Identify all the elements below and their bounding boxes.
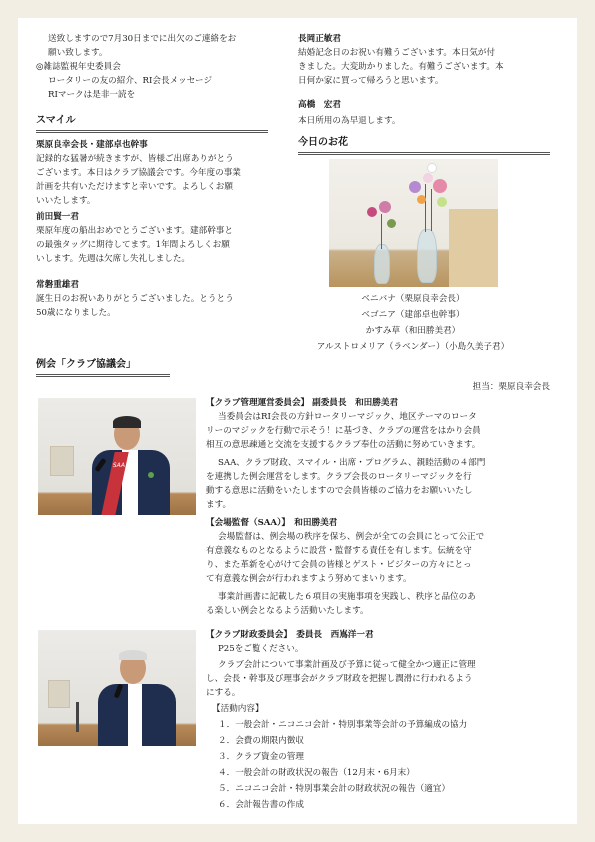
vase-right: [417, 229, 437, 283]
body-line: し、会長・幹事及び理事会がクラブ財政を把握し潤滑に行われるよう: [206, 674, 473, 684]
body-line: SAA、クラブ財政、スマイル・出席・プログラム、親睦活動の４部門: [218, 458, 486, 468]
smile-entry-line: 結婚記念日のお祝い有難うございます。本日気が付: [298, 48, 495, 58]
smile-entry-name: 長岡正敏君: [298, 34, 341, 44]
body-line: ます。: [206, 500, 232, 510]
body-line: P25をご覧ください。: [218, 644, 304, 654]
flower-caption: ベニバナ（栗原良幸会長）: [361, 294, 465, 304]
activity-item: ３．クラブ資金の管理: [218, 752, 304, 762]
body-line: リーのマジックを行動で示そう！に基づき、クラブの運営をはかり会員: [206, 426, 481, 436]
newsletter-page: [18, 18, 577, 824]
flower-caption: アルストロメリア（ラベンダー）（小島久美子君）: [316, 342, 510, 352]
activity-label: 【活動内容】: [212, 704, 264, 714]
flower-caption: ベゴニア（建部卓也幹事）: [361, 310, 465, 320]
body-line: を連携した例会運営をします。クラブ会長のロータリーマジックを行: [206, 472, 472, 482]
smile-entry-name: 常磐重雄君: [36, 280, 79, 290]
activity-item: １．一般会計・ニコニコ会計・特別事業等会計の予算編成の協力: [218, 720, 468, 730]
flower-caption: かすみ草（和田勝美君）: [365, 326, 461, 336]
body-line: 相互の意思疎通と交流を支援するクラブ奉仕の活動に努めていきます。: [206, 440, 481, 450]
body-line: 当委員会はRI会長の方針ロータリーマジック、地区テーマのロータ: [218, 412, 477, 422]
smile-entry-line: 50歳になりました。: [36, 308, 116, 318]
body-line: り、また革新を心がけて会員の皆様とゲスト・ビジターの方々にとっ: [206, 560, 472, 570]
body-line: クラブ会計について事業計画及び予算に従って健全かつ適正に管理: [218, 660, 476, 670]
smile-entry-line: 計画を共有いただけますと幸いです。よろしくお願: [36, 182, 233, 192]
smile-entry-line: の最強タッグに期待してます。1年間よろしくお願: [36, 240, 230, 250]
smile-entry-line: 本日所用の為早退します。: [298, 116, 401, 126]
smile-entry-name: 前田賢一君: [36, 212, 79, 222]
vase-left: [374, 244, 390, 284]
committee-title: 【クラブ財政委員会】 委員長 西嶌洋一君: [206, 630, 374, 640]
body-line: る楽しい例会となるよう活動いたします。: [206, 606, 369, 616]
smile-entry-line: 日何か家に買って帰ろうと思います。: [298, 76, 444, 86]
committee-title: 【会場監督（SAA）】 和田勝美君: [206, 518, 338, 528]
notice-line-2: 願い致します。: [48, 48, 108, 58]
smile-entry-line: 栗原年度の船出おめでとうございます。建部幹事と: [36, 226, 233, 236]
flowers-heading: 今日のお花: [298, 136, 550, 155]
smile-entry-line: いします。先週は欠席し失礼しました。: [36, 254, 191, 264]
smile-entry-line: いいたします。: [36, 196, 96, 206]
body-line: 会場監督は、例会場の秩序を保ち、例会が全ての会員にとって公正で: [218, 532, 485, 542]
flower-arrangement-photo: [329, 159, 498, 287]
speaker-photo-saa: [38, 398, 196, 515]
notice-line-4: ロータリーの友の紹介、RI会長メッセージ: [48, 76, 213, 86]
smile-entry-name: 高橋 宏君: [298, 100, 341, 110]
smile-entry-name: 栗原良幸会長・建部卓也幹事: [36, 140, 148, 150]
smile-entry-line: 記録的な猛暑が続きますが、皆様ご出席ありがとう: [36, 154, 234, 164]
body-line: にする。: [206, 688, 241, 698]
saa-sash: SAA: [101, 452, 128, 515]
smile-entry-line: きました。大変助かりました。有難うございます。本: [298, 62, 504, 72]
notice-line-5: RIマークは是非一読を: [48, 90, 136, 100]
committee-title: 【クラブ管理運営委員会】 副委員長 和田勝美君: [206, 398, 399, 408]
activity-item: ２．会費の期限内徴収: [218, 736, 304, 746]
body-line: 事業計画書に記載した６項目の実施事項を実践し、秩序と品位のあ: [218, 592, 476, 602]
speaker-photo-finance: [38, 630, 196, 746]
committee-heading: ◎雑誌監視年史委員会: [36, 62, 121, 72]
notice-line-1: 送致しますので7月30日までに出欠のご連絡をお: [48, 34, 237, 44]
meeting-heading: 例会「クラブ協議会」: [36, 358, 170, 377]
activity-item: ６．会計報告書の作成: [218, 800, 304, 810]
body-line: て有意義な例会が行われますよう努めてまいります。: [206, 574, 412, 584]
body-line: 動する意思に活動をいたしますので会員皆様のご協力をお願いいたし: [206, 486, 473, 496]
smile-entry-line: ございます。本日はクラブ協議会です。今年度の事業: [36, 168, 241, 178]
smile-heading: スマイル: [36, 114, 268, 133]
smile-entry-line: 誕生日のお祝いありがとうございました。とうとう: [36, 294, 234, 304]
activity-item: ４．一般会計の財政状況の報告（12月末・6月末）: [218, 768, 415, 778]
activity-item: ５．ニコニコ会計・特別事業会計の財政状況の報告（適宜）: [218, 784, 451, 794]
body-line: 有意義なものとなるように設営・監督する責任を有します。伝統を守: [206, 546, 472, 556]
person-in-charge: 担当：栗原良幸会長: [472, 382, 550, 392]
